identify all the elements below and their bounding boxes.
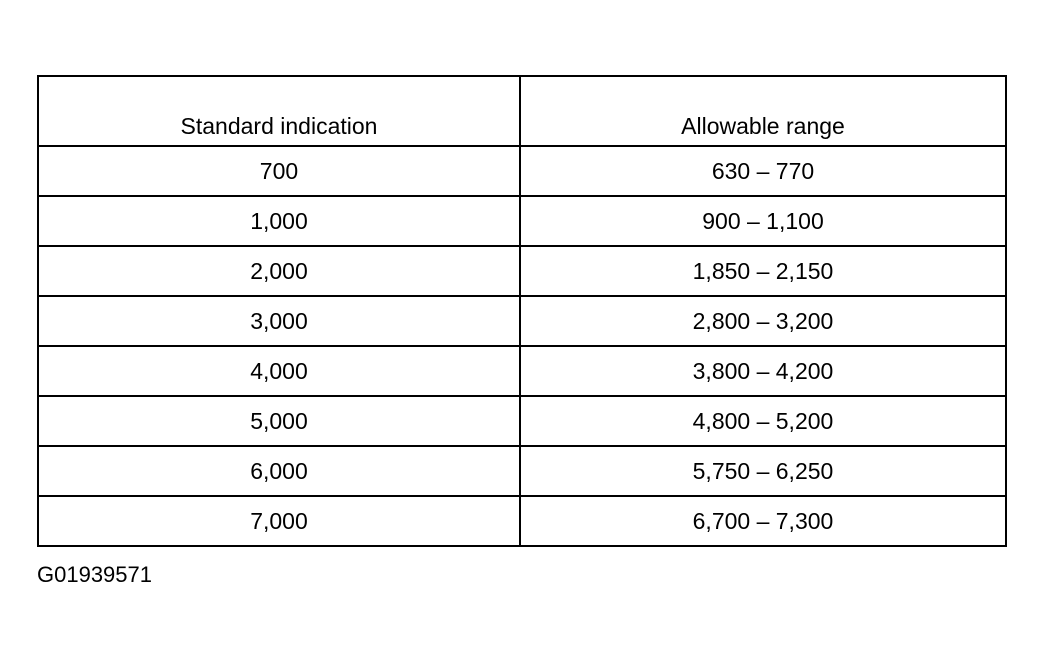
standard-indication-cell: 5,000	[38, 396, 520, 446]
allowable-range-cell: 900 – 1,100	[520, 196, 1006, 246]
allowable-range-cell: 3,800 – 4,200	[520, 346, 1006, 396]
standard-indication-cell: 6,000	[38, 446, 520, 496]
standard-indication-cell: 7,000	[38, 496, 520, 546]
standard-indication-cell: 3,000	[38, 296, 520, 346]
table-row	[38, 146, 1006, 196]
header-standard-indication: Standard indication	[38, 76, 520, 146]
table-row	[38, 496, 1006, 546]
standard-indication-cell: 1,000	[38, 196, 520, 246]
table-row	[38, 346, 1006, 396]
standard-indication-cell: 2,000	[38, 246, 520, 296]
table-row	[38, 396, 1006, 446]
allowable-range-cell: 2,800 – 3,200	[520, 296, 1006, 346]
allowable-range-cell: 6,700 – 7,300	[520, 496, 1006, 546]
table-row	[38, 446, 1006, 496]
allowable-range-cell: 4,800 – 5,200	[520, 396, 1006, 446]
header-allowable-range: Allowable range	[520, 76, 1006, 146]
table-header-row	[38, 76, 1006, 146]
table-row	[38, 296, 1006, 346]
allowable-range-cell: 630 – 770	[520, 146, 1006, 196]
allowable-range-cell: 1,850 – 2,150	[520, 246, 1006, 296]
table-row	[38, 196, 1006, 246]
table-row	[38, 246, 1006, 296]
allowable-range-cell: 5,750 – 6,250	[520, 446, 1006, 496]
speedometer-spec-table	[37, 75, 1007, 547]
standard-indication-cell: 700	[38, 146, 520, 196]
standard-indication-cell: 4,000	[38, 346, 520, 396]
figure-id: G01939571	[37, 562, 152, 587]
